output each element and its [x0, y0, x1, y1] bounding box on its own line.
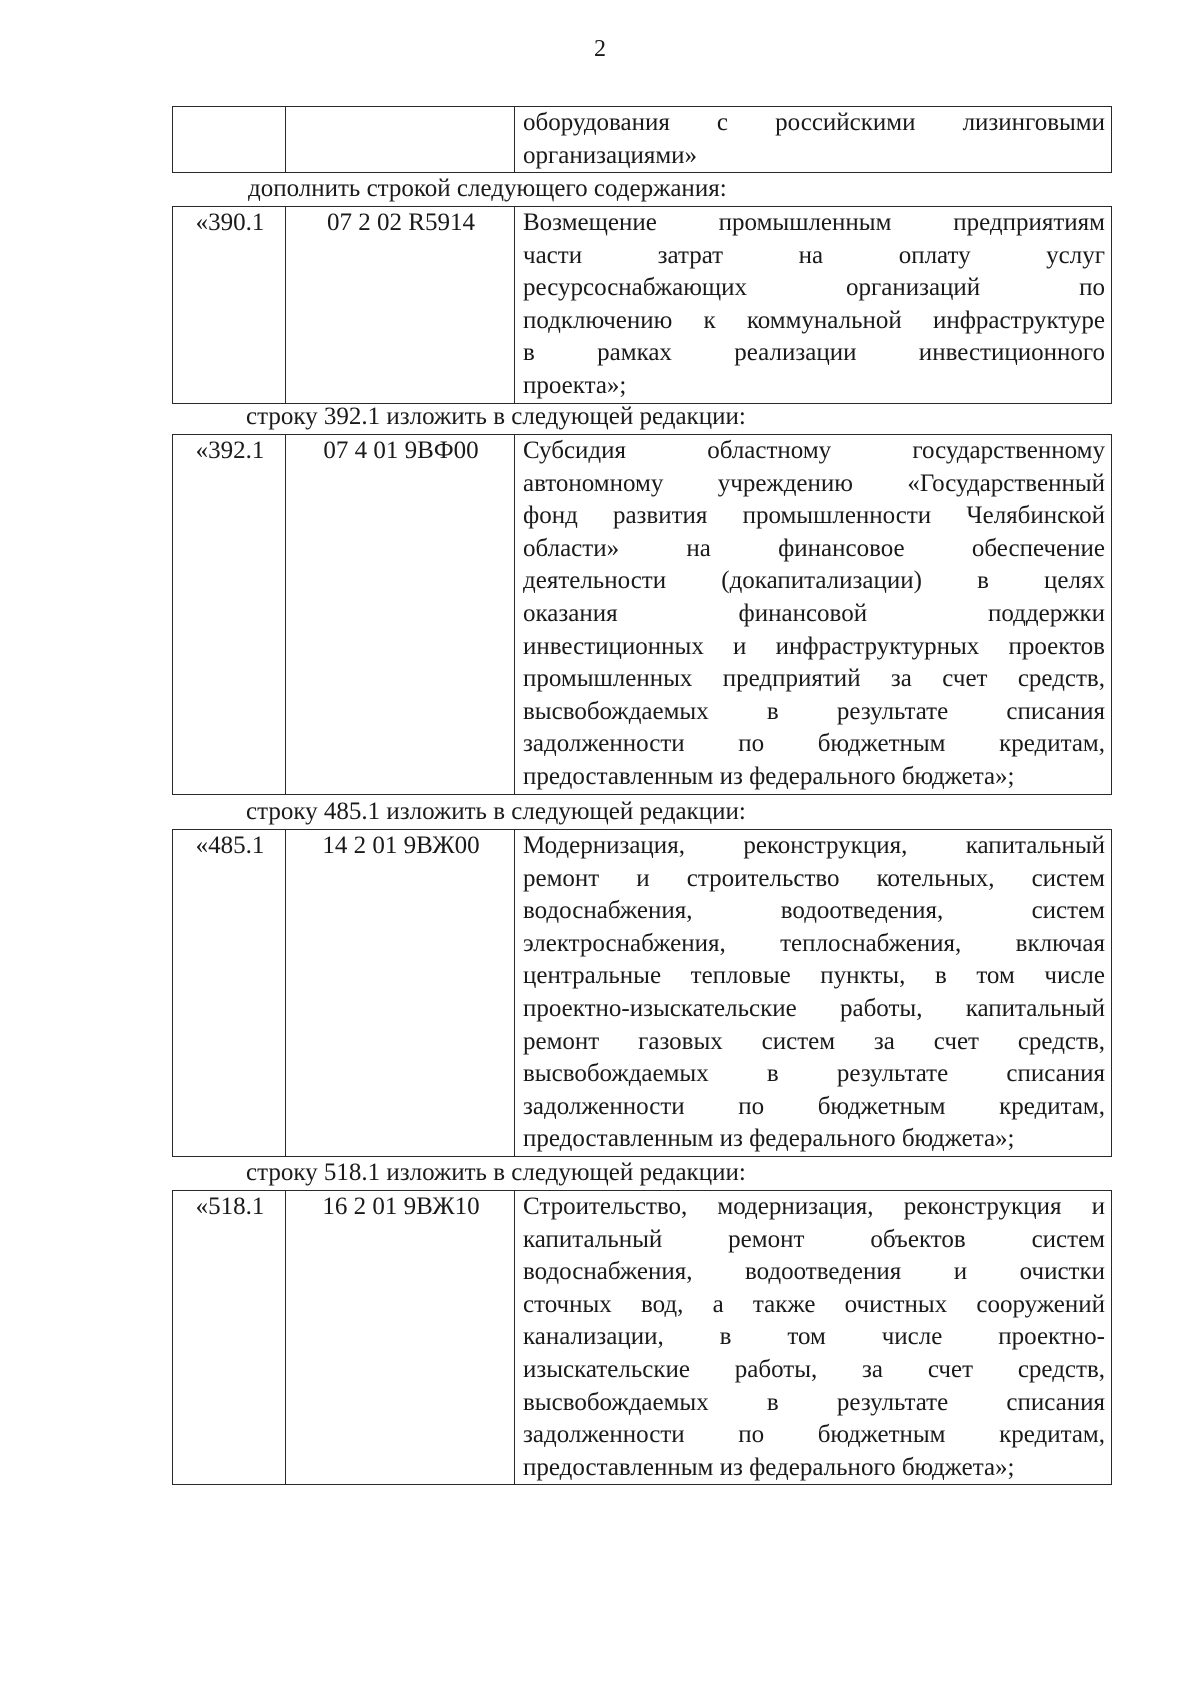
- amendment-instruction: дополнить строкой следующего содержания:: [248, 175, 727, 202]
- description-line: центральные тепловые пункты, в том числе: [523, 962, 1105, 990]
- row-description-cell: [515, 207, 1112, 404]
- description-line: водоснабжения, водоотведения и очистки: [523, 1258, 1105, 1286]
- description-line: ресурсоснабжающих организаций по: [523, 274, 1105, 302]
- description-line: организациями»: [523, 141, 698, 169]
- row-code-cell: [286, 107, 515, 173]
- description-line: задолженности по бюджетным кредитам,: [523, 1092, 1105, 1120]
- row-description-cell: [515, 830, 1112, 1157]
- table-row: [172, 206, 1112, 404]
- description-line: автономному учреждению «Государственный: [523, 469, 1105, 497]
- description-line: оборудования с российскими лизинговыми: [523, 109, 1105, 136]
- description-line: области» на финансовое обеспечение: [523, 534, 1105, 562]
- description-line: фонд развития промышленности Челябинской: [523, 502, 1105, 530]
- description-line: задолженности по бюджетным кредитам,: [523, 730, 1105, 758]
- amendment-instruction: строку 485.1 изложить в следующей редакции:: [246, 798, 746, 825]
- row-number-cell: [173, 107, 286, 173]
- description-line: высвобождаемых в результате списания: [523, 697, 1105, 725]
- table-row: [172, 434, 1112, 795]
- description-line: в рамках реализации инвестиционного: [523, 339, 1105, 367]
- table-row-continuation: [172, 106, 1112, 173]
- description-line: канализации, в том числе проектно-: [523, 1323, 1105, 1351]
- description-line: предоставленным из федерального бюджета»;: [523, 1125, 1015, 1153]
- description-line: проекта»;: [523, 371, 627, 399]
- row-description-cell: [515, 1191, 1112, 1485]
- row-number-cell: «485.1: [173, 830, 286, 1157]
- row-number-cell: «392.1: [173, 435, 286, 795]
- description-line: сточных вод, а также очистных сооружений: [523, 1290, 1105, 1318]
- description-line: Возмещение промышленным предприятиям: [523, 209, 1105, 236]
- description-line: Модернизация, реконструкция, капитальный: [523, 832, 1105, 859]
- description-line: деятельности (докапитализации) в целях: [523, 567, 1105, 595]
- description-line: ремонт газовых систем за счет средств,: [523, 1027, 1105, 1055]
- row-number-cell: «390.1: [173, 207, 286, 404]
- description-line: предоставленным из федерального бюджета»;: [523, 1453, 1015, 1481]
- description-line: части затрат на оплату услуг: [523, 241, 1105, 269]
- description-line: проектно-изыскательские работы, капитальный: [523, 994, 1105, 1022]
- description-line: капитальный ремонт объектов систем: [523, 1225, 1105, 1253]
- table-row: [172, 1190, 1112, 1485]
- description-line: промышленных предприятий за счет средств,: [523, 665, 1105, 693]
- row-description-cell: [515, 107, 1112, 173]
- description-line: ремонт и строительство котельных, систем: [523, 864, 1105, 892]
- row-code-cell: 07 4 01 9ВФ00: [286, 435, 515, 795]
- description-line: Строительство, модернизация, реконструкция и: [523, 1193, 1105, 1220]
- row-code-cell: 16 2 01 9ВЖ10: [286, 1191, 515, 1485]
- description-line: водоснабжения, водоотведения, систем: [523, 897, 1105, 925]
- row-code-cell: 14 2 01 9ВЖ00: [286, 830, 515, 1157]
- description-line: Субсидия областному государственному: [523, 437, 1105, 464]
- description-line: высвобождаемых в результате списания: [523, 1388, 1105, 1416]
- description-line: предоставленным из федерального бюджета»;: [523, 762, 1015, 790]
- description-line: изыскательские работы, за счет средств,: [523, 1355, 1105, 1383]
- description-line: подключению к коммунальной инфраструктуре: [523, 306, 1105, 334]
- description-line: оказания финансовой поддержки: [523, 599, 1105, 627]
- description-line: высвобождаемых в результате списания: [523, 1060, 1105, 1088]
- row-description-cell: [515, 435, 1112, 795]
- page-number: 2: [594, 36, 606, 62]
- table-row: [172, 829, 1112, 1157]
- row-code-cell: 07 2 02 R5914: [286, 207, 515, 404]
- row-number-cell: «518.1: [173, 1191, 286, 1485]
- description-line: задолженности по бюджетным кредитам,: [523, 1421, 1105, 1449]
- amendment-instruction: строку 392.1 изложить в следующей редакции:: [246, 403, 746, 430]
- description-line: инвестиционных и инфраструктурных проектов: [523, 632, 1105, 660]
- amendment-instruction: строку 518.1 изложить в следующей редакции:: [246, 1159, 746, 1186]
- description-line: электроснабжения, теплоснабжения, включая: [523, 929, 1105, 957]
